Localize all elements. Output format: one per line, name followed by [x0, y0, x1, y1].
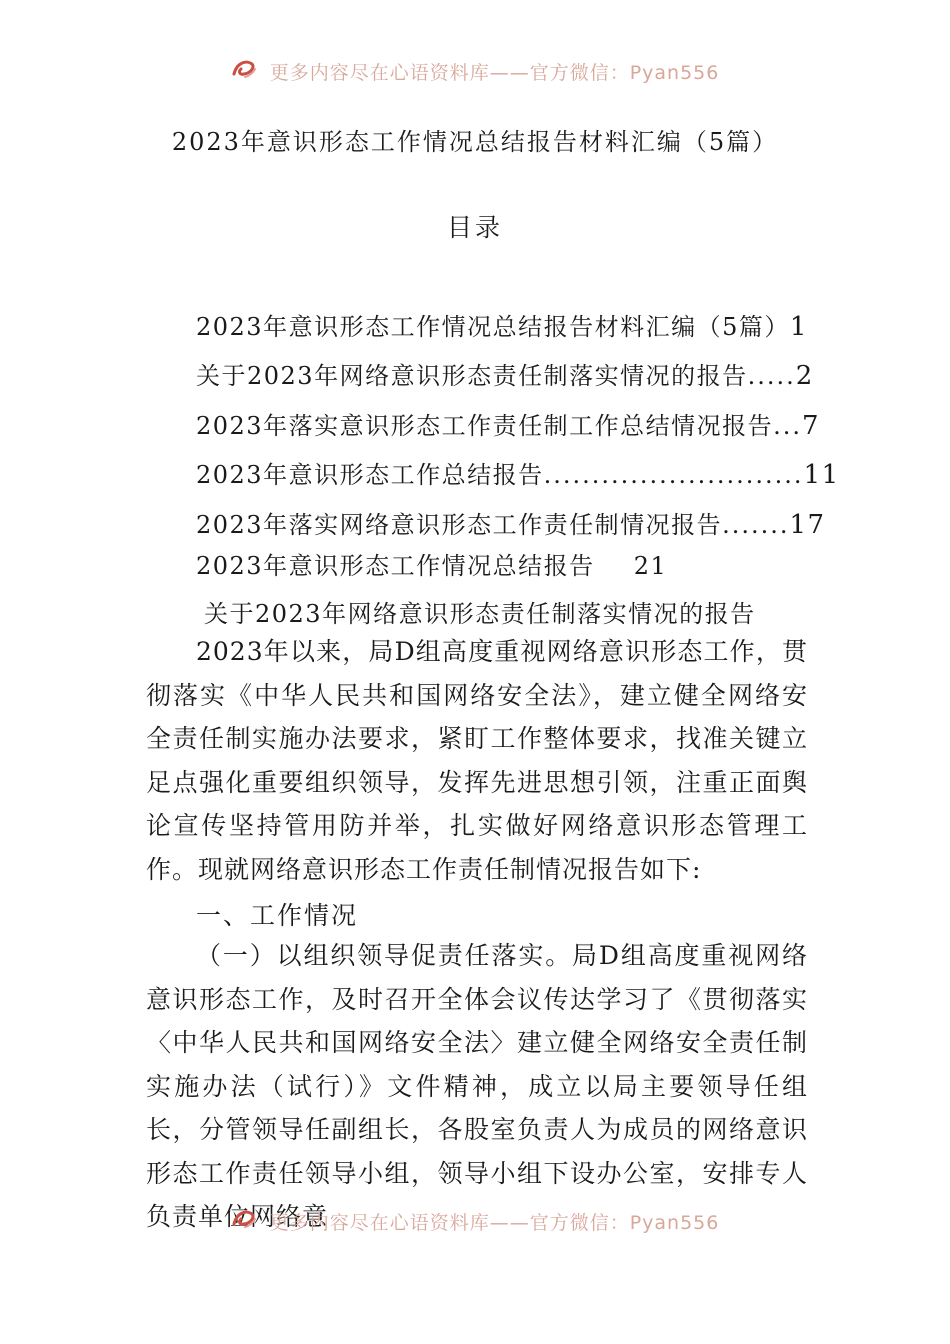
watermark-logo-icon — [231, 58, 257, 85]
document-title: 2023年意识形态工作情况总结报告材料汇编（5篇） — [171, 128, 779, 156]
toc-entry-title: 2023年意识形态工作情况总结报告 — [196, 552, 595, 580]
toc-entry[interactable] — [196, 455, 840, 490]
toc-entry-title: 2023年落实意识形态工作责任制工作总结情况报告 — [196, 412, 774, 440]
article-title: 关于2023年网络意识形态责任制落实情况的报告 — [204, 600, 756, 628]
toc-entry[interactable] — [196, 505, 826, 540]
toc-entry[interactable] — [196, 356, 814, 391]
toc-entry-page: 7 — [801, 411, 821, 441]
watermark-footer — [0, 1208, 950, 1235]
toc-entry-leader: ..... — [747, 362, 796, 390]
toc-entry-page: 21 — [633, 552, 668, 580]
body-paragraph: 2023年以来，局D组高度重视网络意识形态工作，贯彻落实《中华人民共和国网络安全法》，建立健全网络安全责任制实施办法要求，紧盯工作整体要求，找准关键立足点强化重要组织领导，发挥先进思想引领，注重正面舆论宣传坚持管用防并举，扎实做好网络意识形态管理工作。现就网络意识形态工作责任制情况报告如下: — [146, 637, 808, 884]
section-heading: 一、工作情况 — [196, 901, 359, 930]
toc-entry-page: 11 — [803, 460, 840, 490]
body-paragraph: （一）以组织领导促责任落实。局D组高度重视网络意识形态工作，及时召开全体会议传达学习了《贯彻落实〈中华人民共和国网络安全法〉建立健全网络安全责任制实施办法（试行）》文件精神，成立以局主要领导任组长，分管领导任副组长，各股室负责人为成员的网络意识形态工作责任领导小组，领导小组下设办公室，安排专人负责单位网络意 — [146, 941, 808, 1231]
watermark-text: 更多内容尽在心语资料库——官方微信：Pyan556 — [269, 1212, 720, 1234]
watermark-text: 更多内容尽在心语资料库——官方微信：Pyan556 — [269, 62, 720, 84]
toc-heading: 目录 — [446, 213, 503, 242]
toc-entry[interactable] — [196, 307, 806, 342]
toc-entry-leader: ........................... — [543, 461, 804, 489]
toc-entry-title: 2023年落实网络意识形态工作责任制情况报告 — [196, 511, 723, 539]
toc-entry-leader: ... — [773, 412, 802, 440]
toc-entry-title: 2023年意识形态工作总结报告 — [196, 461, 544, 489]
toc-entry-page: 17 — [789, 510, 826, 540]
toc-entry[interactable] — [196, 406, 821, 441]
toc-entry[interactable] — [196, 546, 806, 581]
watermark-logo-icon — [231, 1208, 257, 1235]
toc-entry-title: 2023年意识形态工作情况总结报告材料汇编（5篇） — [196, 313, 790, 341]
toc-entry-page: 2 — [795, 361, 814, 391]
toc-entry-title: 关于2023年网络意识形态责任制落实情况的报告 — [196, 362, 748, 390]
toc-entry-leader: ....... — [722, 511, 790, 539]
toc-entry-page: 1 — [789, 312, 808, 342]
watermark-header — [0, 58, 950, 85]
